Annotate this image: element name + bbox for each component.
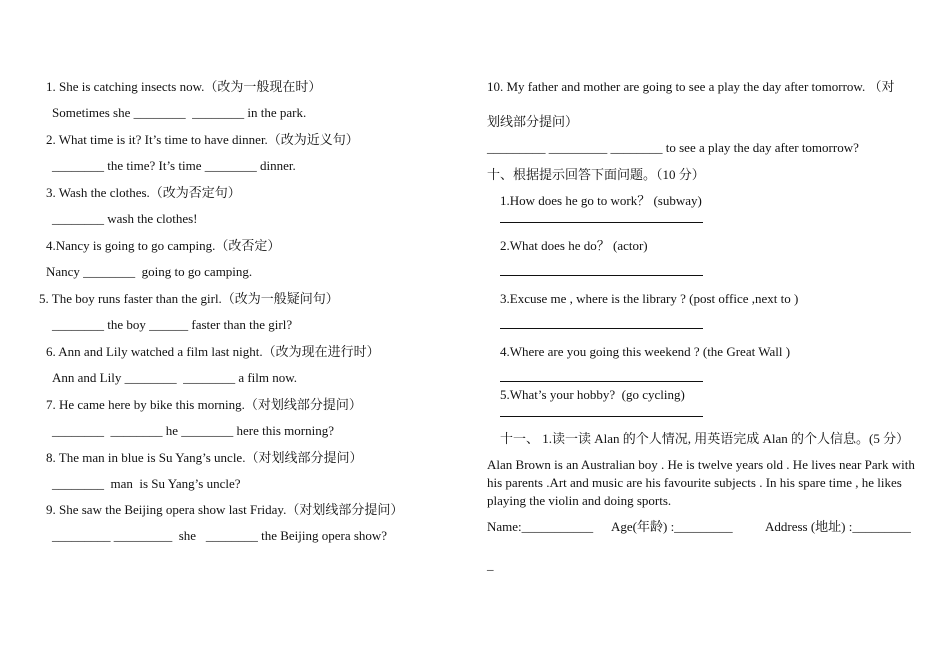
section-10-title: 十、根据提示回答下面问题。（10 分） bbox=[487, 167, 705, 182]
answer-question-4: 4.Where are you going this weekend ? (the Great Wall ) bbox=[500, 344, 791, 359]
q8-prompt: 8. The man in blue is Su Yang’s uncle.（对划线部分提问） bbox=[46, 450, 363, 465]
section-11-title: 十一、 1.读一读 Alan 的个人情况, 用英语完成 Alan 的个人信息。(5 分） bbox=[500, 431, 910, 446]
alan-passage: Alan Brown is an Australian boy . He is twelve years old . He lives near Park with his parents .Art and music are his favourite subjects . In his spare time , he likes playing the violin and doing sports. bbox=[487, 457, 915, 508]
q9-prompt: 9. She saw the Beijing opera show last Friday.（对划线部分提问） bbox=[46, 502, 404, 517]
q3-answer: ________ wash the clothes! bbox=[52, 211, 198, 226]
answer-line-3 bbox=[500, 328, 703, 329]
answer-question-1: 1.How does he go to work？ (subway) bbox=[500, 193, 702, 208]
q8-answer: ________ man is Su Yang’s uncle? bbox=[52, 476, 241, 491]
answer-question-3: 3.Excuse me , where is the library ? (post office ,next to ) bbox=[500, 291, 799, 306]
q6-prompt: 6. Ann and Lily watched a film last night.（改为现在进行时） bbox=[46, 344, 380, 359]
q6-answer: Ann and Lily ________ ________ a film now. bbox=[52, 370, 298, 385]
answer-line-2 bbox=[500, 275, 703, 276]
q3-prompt: 3. Wash the clothes.（改为否定句） bbox=[46, 185, 241, 200]
q5-prompt: 5. The boy runs faster than the girl.（改为一般疑问句） bbox=[39, 291, 339, 306]
form-name-field: Name:___________ bbox=[487, 519, 594, 534]
q7-answer: ________ ________ he ________ here this morning? bbox=[52, 423, 334, 438]
q7-prompt: 7. He came here by bike this morning.（对划线部分提问） bbox=[46, 397, 362, 412]
form-address-field: Address (地址) :_________ bbox=[765, 519, 911, 534]
q10-prompt-line1: 10. My father and mother are going to see a play the day after tomorrow. （对 bbox=[487, 79, 895, 94]
answer-line-5 bbox=[500, 416, 703, 417]
q4-answer: Nancy ________ going to go camping. bbox=[46, 264, 253, 279]
answer-line-1 bbox=[500, 222, 703, 223]
q10-answer: _________ _________ ________ to see a play the day after tomorrow? bbox=[487, 140, 859, 155]
q4-prompt: 4.Nancy is going to go camping.（改否定） bbox=[46, 238, 281, 253]
q2-answer: ________ the time? It’s time ________ dinner. bbox=[52, 158, 296, 173]
answer-question-5: 5.What’s your hobby? (go cycling) bbox=[500, 387, 685, 402]
form-trailing-underscore: _ bbox=[487, 557, 494, 572]
answer-question-2: 2.What does he do？ (actor) bbox=[500, 238, 648, 253]
q10-prompt-line2: 划线部分提问） bbox=[487, 114, 579, 129]
q9-answer: _________ _________ she ________ the Beijing opera show? bbox=[52, 528, 388, 543]
form-age-field: Age(年龄) :_________ bbox=[611, 519, 733, 534]
q1-prompt: 1. She is catching insects now.（改为一般现在时） bbox=[46, 79, 322, 94]
q1-answer: Sometimes she ________ ________ in the park. bbox=[52, 105, 307, 120]
q2-prompt: 2. What time is it? It’s time to have dinner.（改为近义句） bbox=[46, 132, 359, 147]
answer-line-4 bbox=[500, 381, 703, 382]
q5-answer: ________ the boy ______ faster than the girl? bbox=[52, 317, 293, 332]
